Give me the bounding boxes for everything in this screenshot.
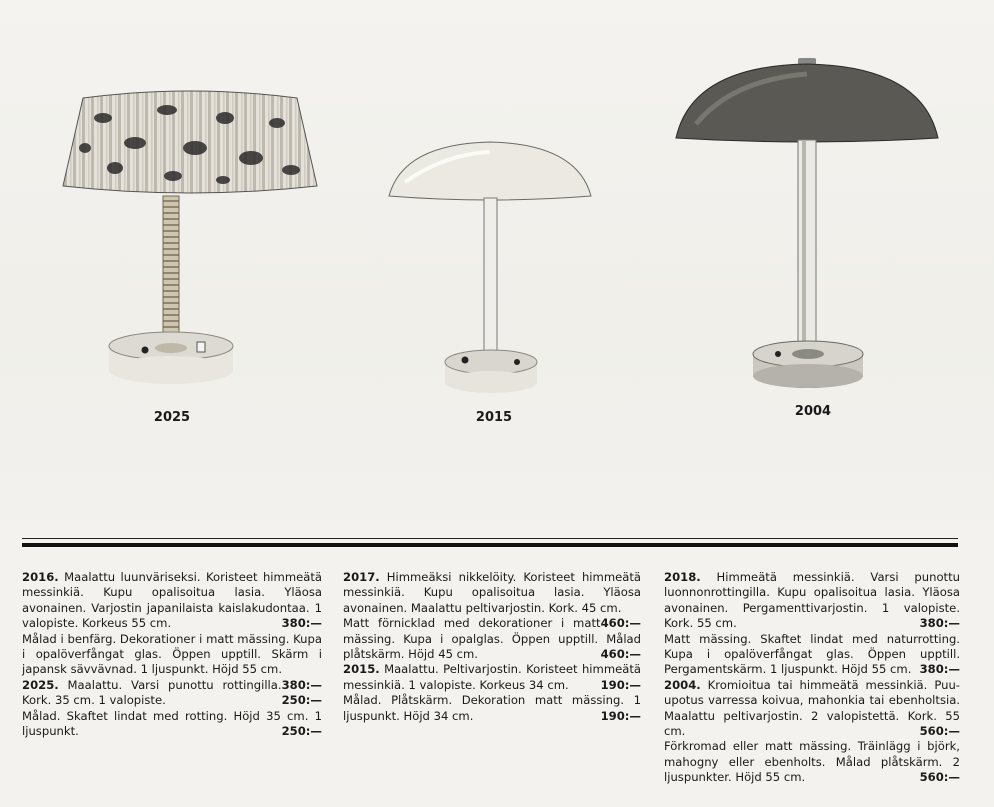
price: 380:—	[919, 616, 960, 631]
description-column-1	[22, 570, 322, 739]
price: 250:—	[281, 693, 322, 708]
price: 250:—	[281, 724, 322, 739]
price: 380:—	[919, 662, 960, 677]
lamp-2025-illustration	[55, 88, 325, 398]
entry-2004-fi: 2004. Kromioitua tai himmeätä messinkiä. Puu-upotus varressa koivua, mahonkia tai ebenholtsia. Maalattu peltivarjostin. 2 valopistettä. Kork. 55 cm. 560:—	[664, 677, 960, 739]
entry-2016-sv: Målad i benfärg. Dekorationer i matt mässing. Kupa i opalöverfångat glas. Öppen upptill. Skärm i japansk sävvävnad. 1 ljuspunkt. Höjd 55 cm. 380:—	[22, 631, 322, 692]
entry-2015-fi: 2015. Maalattu. Peltivarjostin. Koristeet himmeätä messinkiä. 1 valopiste. Korkeus 34 cm. 190:—	[343, 662, 642, 692]
price: 560:—	[919, 770, 960, 785]
entry-2025-sv: Målad. Skaftet lindat med rotting. Höjd 35 cm. 1 ljuspunkt. 250:—	[22, 708, 322, 739]
price: 380:—	[281, 677, 322, 692]
entry-2025-fi: 2025. Maalattu. Varsi punottu rottingilla. Kork. 35 cm. 1 valopiste. 250:—	[22, 677, 322, 708]
divider-thin	[22, 538, 958, 539]
lamp-2004-illustration	[672, 58, 947, 398]
description-column-3	[664, 570, 960, 786]
entry-2004-sv: Förkromad eller matt mässing. Träinlägg i björk, mahogny eller ebenholts. Målad plåtskärm. 2 ljuspunkter. Höjd 55 cm. 560:—	[664, 739, 960, 785]
entry-2016-fi: 2016. Maalattu luunväriseksi. Koristeet himmeätä messinkiä. Kupu opalisoitua lasia. Yläosa avonainen. Varjostin japanilaista kaislakudontaa. 1 valopiste. Korkeus 55 cm. 380:—	[22, 570, 322, 631]
lamp-2015-label: 2015	[475, 410, 513, 425]
price: 380:—	[281, 616, 322, 631]
lamp-2025-label: 2025	[153, 410, 191, 425]
lamp-2004-label: 2004	[794, 404, 832, 419]
entry-2018-fi: 2018. Himmeätä messinkiä. Varsi punottu luonnonrottingilla. Kupu opalisoitua lasia. Yläosa avonainen. Pergamenttivarjostin. 1 valopiste. Kork. 55 cm. 380:—	[664, 570, 960, 631]
entry-2017-sv: Matt förnicklad med dekorationer i matt mässing. Kupa i opalglas. Öppen upptill. Målad plåtskärm. Höjd 45 cm. 460:—	[343, 616, 641, 662]
entry-2015-sv: Målad. Plåtskärm. Dekoration matt mässing. 1 ljuspunkt. Höjd 34 cm. 190:—	[343, 693, 641, 723]
entry-2017-fi: 2017. Himmeäksi nikkelöity. Koristeet himmeätä messinkiä. Kupu opalisoitua lasia. Yläosa avonainen. Maalattu peltivarjostin. Kork. 45 cm. 460:—	[343, 570, 641, 631]
divider-thick	[22, 543, 958, 547]
price: 460:—	[600, 647, 641, 662]
price: 190:—	[600, 677, 641, 692]
entry-2018-sv: Matt mässing. Skaftet lindat med naturrotting. Kupa i opalöverfångat glas. Öppen upptill. Pergamentskärm. 1 ljuspunkt. Höjd 55 cm. 380:—	[664, 631, 960, 677]
price: 460:—	[600, 616, 641, 631]
price: 190:—	[600, 708, 641, 723]
lamp-2015-illustration	[385, 140, 605, 400]
price: 560:—	[919, 724, 960, 739]
description-column-2	[343, 570, 641, 724]
